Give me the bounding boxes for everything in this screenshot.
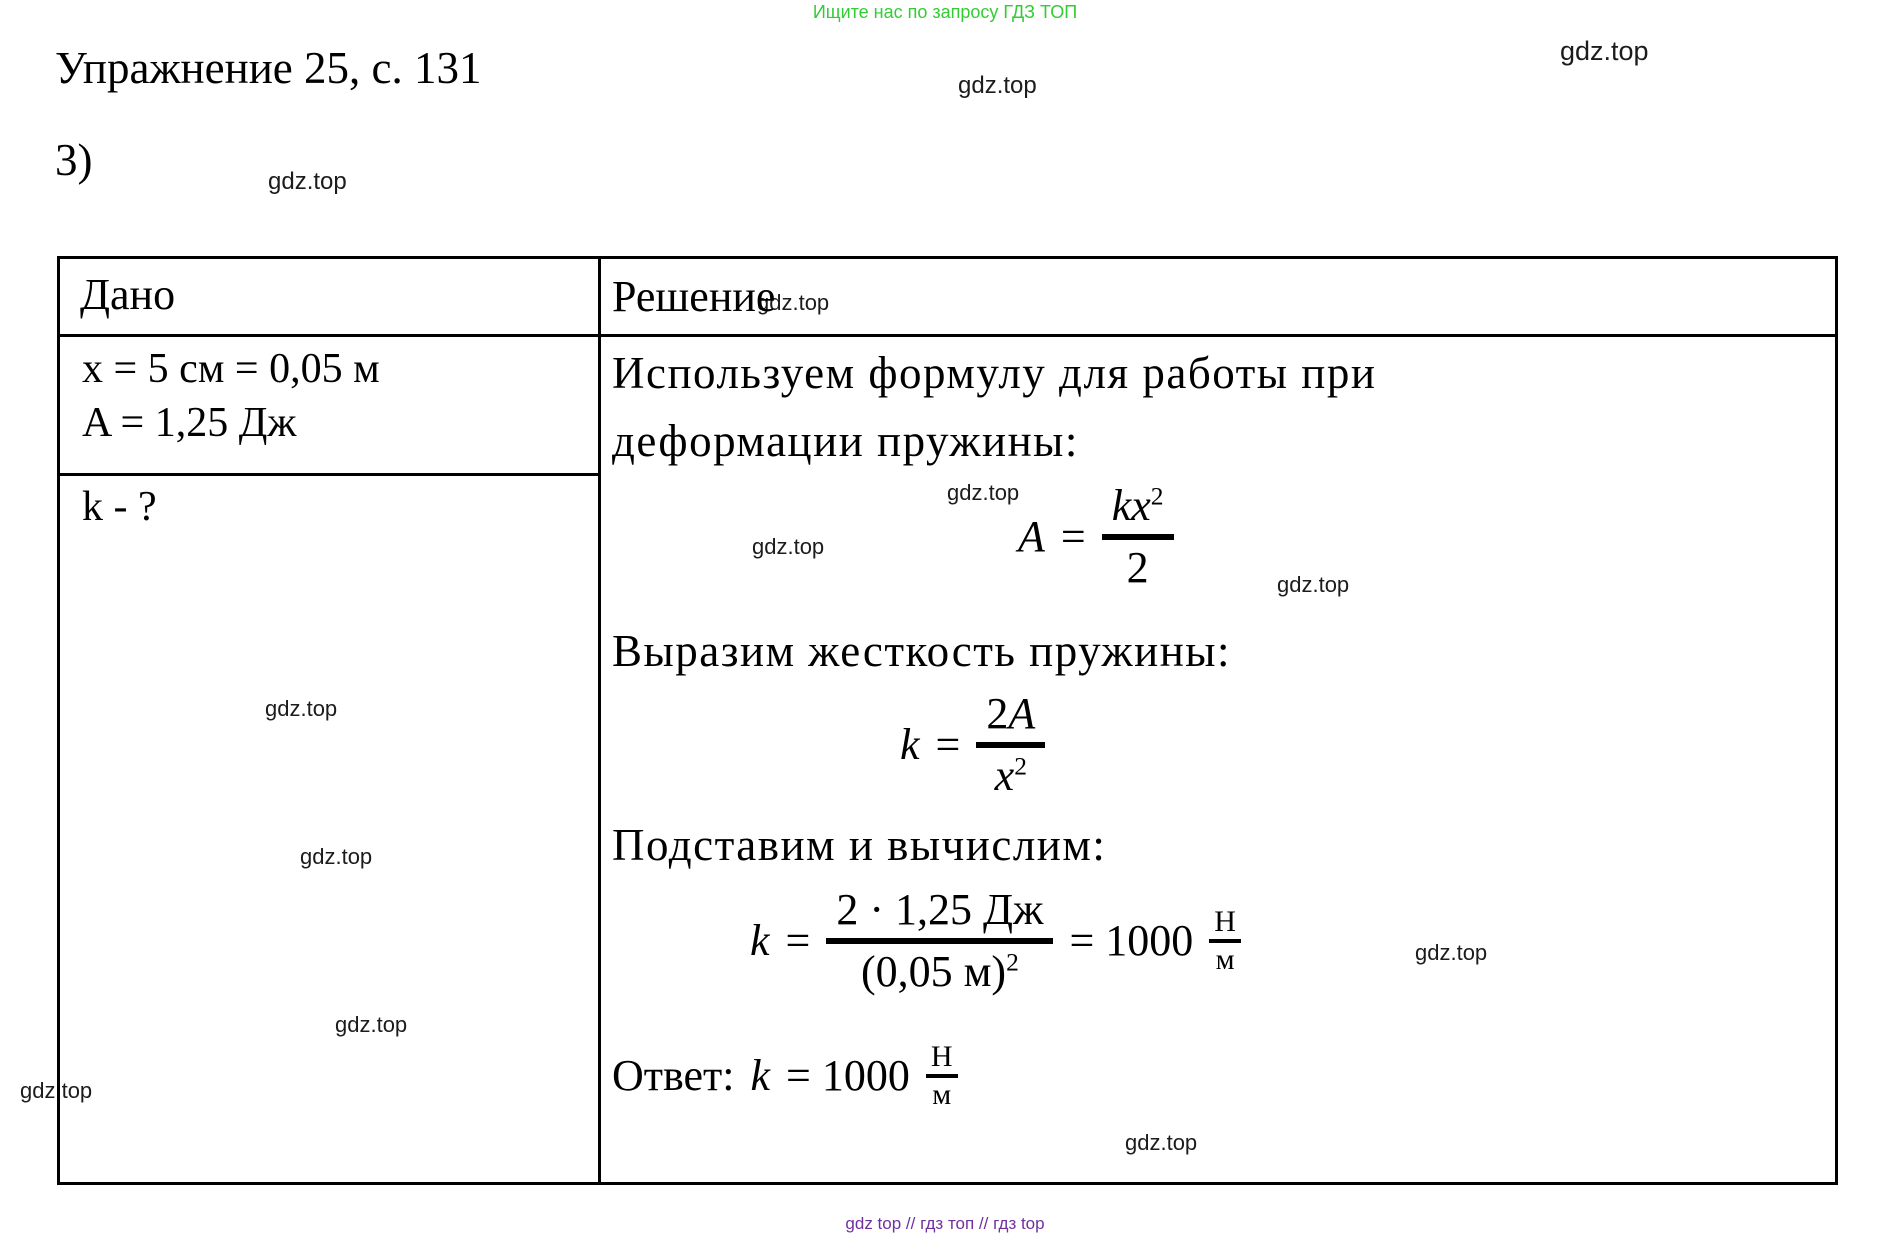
gdz-watermark: gdz.top	[20, 1078, 93, 1103]
fraction-denominator	[861, 944, 1019, 996]
solution-intro-line1: Используем формулу для работы при	[612, 348, 1377, 398]
gdz-watermark: gdz.top	[1277, 572, 1350, 597]
coefficient: 2	[986, 689, 1009, 738]
gdz-watermark: gdz.top	[947, 480, 1020, 505]
gdz-watermark: gdz.top	[265, 696, 338, 721]
formula-work	[1018, 481, 1174, 593]
given-header: Дано	[80, 270, 176, 319]
exponent: 2	[1150, 481, 1164, 511]
unit-denominator: м	[932, 1077, 952, 1111]
exponent: 2	[1014, 751, 1027, 781]
solution-intro-line2: деформации пружины:	[612, 416, 1079, 466]
unit-numerator: Н	[1209, 906, 1241, 943]
given-row: x = 5 см = 0,05 м	[82, 346, 380, 392]
answer-value: = 1000	[786, 1051, 910, 1100]
formula-stiffness	[900, 689, 1045, 801]
formula-calculation	[750, 885, 1241, 997]
given-section-divider	[60, 473, 598, 476]
answer-variable: k	[750, 1051, 771, 1100]
fraction-numerator	[976, 689, 1045, 748]
solution-header: Решение	[612, 272, 776, 321]
exponent: 2	[1006, 947, 1019, 977]
fraction-numerator	[1102, 481, 1174, 540]
gdz-watermark: gdz.top	[335, 1012, 408, 1037]
gdz-watermark: gdz.top	[300, 844, 373, 869]
gdz-watermark: gdz.top	[752, 534, 825, 559]
gdz-watermark: gdz.top	[757, 290, 830, 315]
answer-line	[612, 1041, 958, 1110]
gdz-watermark: gdz.top	[958, 72, 1037, 99]
denominator-base: (0,05 м)	[860, 947, 1007, 997]
fraction-denominator	[995, 748, 1027, 800]
part-number: 3)	[55, 135, 93, 185]
promo-banner: Ищите нас по запросу ГДЗ ТОП	[812, 2, 1078, 22]
formula-lhs: A	[1018, 512, 1045, 562]
equals-sign: =	[1060, 512, 1086, 562]
solution-table	[57, 256, 1838, 1185]
equals-sign: =	[935, 720, 961, 770]
answer-label: Ответ:	[612, 1051, 735, 1100]
formula-lhs: k	[900, 720, 920, 770]
gdz-watermark: gdz.top	[1125, 1130, 1198, 1155]
unit-fraction	[1209, 906, 1241, 975]
unit-fraction	[926, 1041, 958, 1110]
fraction	[826, 885, 1053, 997]
gdz-watermark: gdz.top	[268, 168, 347, 195]
gdz-watermark: gdz.top	[1415, 940, 1488, 965]
equals-sign: =	[785, 916, 811, 966]
fraction	[1102, 481, 1174, 593]
formula-lhs: k	[750, 916, 770, 966]
solution-express-line: Выразим жесткость пружины:	[612, 626, 1232, 676]
given-row: A = 1,25 Дж	[82, 400, 297, 446]
formula-variable: kx	[1111, 481, 1151, 530]
footer-watermark: gdz top // гдз топ // гдз top	[845, 1214, 1045, 1233]
fraction-numerator: 2 · 1,25 Дж	[826, 885, 1053, 944]
result-equals: = 1000	[1069, 916, 1194, 966]
fraction-denominator: 2	[1126, 543, 1149, 593]
table-column-divider	[598, 259, 601, 1182]
table-header-divider	[60, 334, 1835, 337]
page-title: Упражнение 25, с. 131	[55, 43, 482, 93]
fraction	[976, 689, 1045, 801]
formula-variable: A	[1008, 689, 1036, 738]
solution-substitute-line: Подставим и вычислим:	[612, 820, 1107, 870]
unit-denominator: м	[1215, 942, 1235, 976]
gdz-watermark: gdz.top	[1560, 36, 1649, 66]
unit-numerator: Н	[926, 1041, 958, 1078]
formula-variable: x	[994, 751, 1015, 801]
given-find: k - ?	[82, 484, 157, 530]
